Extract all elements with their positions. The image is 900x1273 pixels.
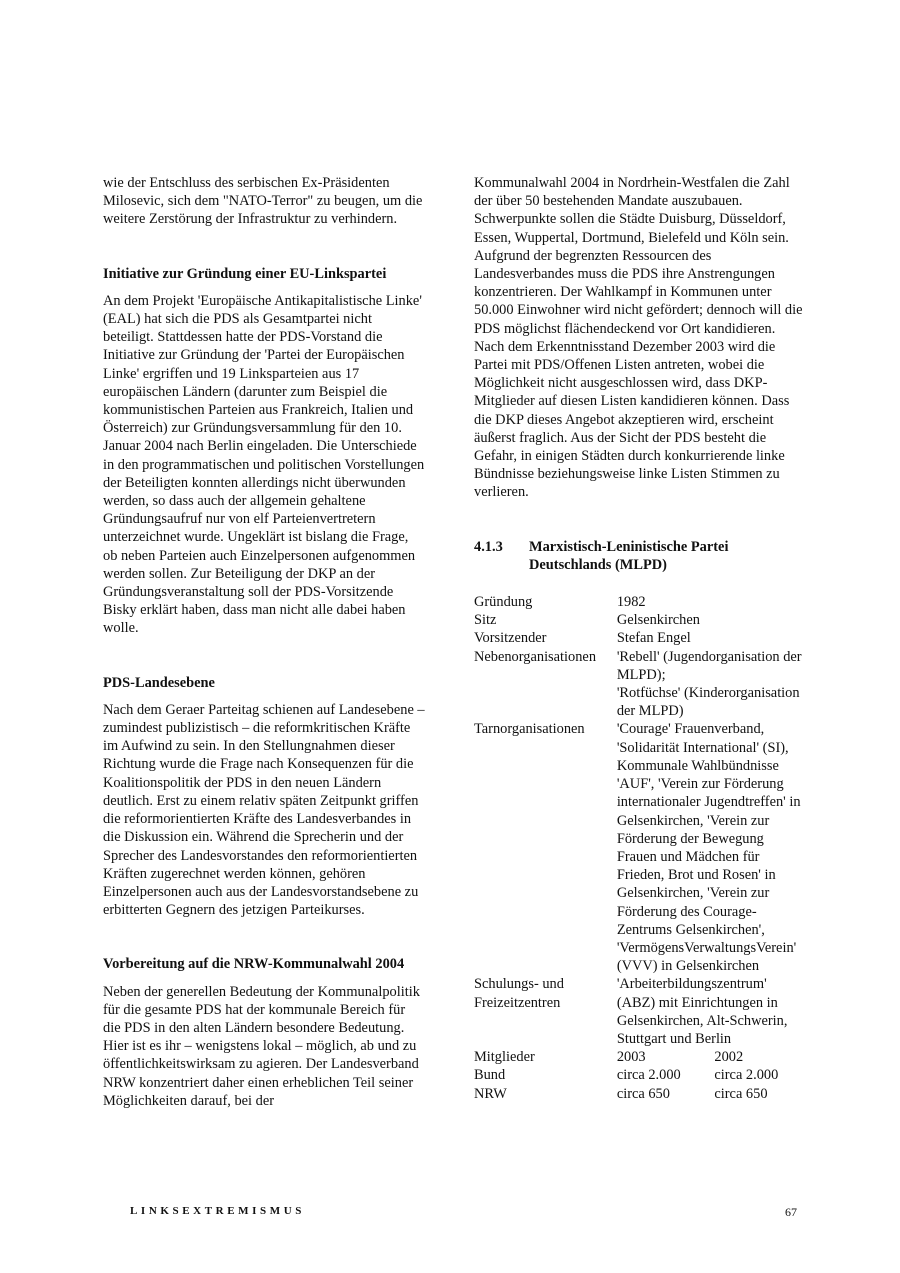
paragraph-intro: wie der Entschluss des serbischen Ex-Präsidenten Milosevic, sich dem "NATO-Terror" zu beugen, um die weitere Zerstörung der Infrastruktur zu verhindern. [103, 175, 423, 228]
heading-pds-landesebene: PDS-Landesebene [103, 674, 215, 691]
member-count: circa 650 [714, 1085, 768, 1102]
info-value-line: 'Rebell' (Jugendorganisation der MLPD); [616, 648, 802, 683]
page-number: 67 [785, 1205, 797, 1219]
section-number: 4.1.3 [474, 538, 503, 555]
info-row-sitz [474, 611, 804, 629]
info-value: Gelsenkirchen [616, 612, 700, 629]
party-info-table [474, 593, 804, 1103]
heading-nrw-kommunalwahl: Vorbereitung auf die NRW-Kommunalwahl 2004 [103, 956, 405, 973]
info-row-schulungszentren [474, 975, 804, 1048]
member-count: circa 2.000 [714, 1067, 779, 1084]
running-title: LINKSEXTREMISMUS [130, 1205, 305, 1217]
paragraph-pds-landesebene: Nach dem Geraer Parteitag schienen auf Landesebene – zumindest publizistisch – die reformkritischen Kräfte im Aufwind zu sein. In den Stellungnahmen dieser Richtung wurde die Frage nach Konsequenzen für die Koalitionspolitik der PDS in den neuen Ländern deutlich. Erst zu einem relativ späten Zeitpunkt griffen die reformorientierten Kräfte des Landesverbandes in die Diskussion ein. Während die Sprecherin und der Sprecher des Landesvorstandes den reformorientierten Kräften zugerechnet werden können, gehören Einzelpersonen auch aus der Landesvorstandsebene zu erbitterten Gegnern des jetzigen Parteikurses. [103, 701, 425, 919]
section-title: Marxistisch-Leninistische Partei Deutschlands (MLPD) [529, 538, 729, 573]
info-row-mitglieder [474, 1048, 804, 1066]
info-label: Gründung [474, 594, 533, 611]
info-value: Stefan Engel [616, 630, 691, 647]
info-label: Sitz [474, 612, 497, 629]
info-value: 'Arbeiterbildungszentrum' (ABZ) mit Einrichtungen in Gelsenkirchen, Alt-Schwerin, Stuttgart und Berlin [616, 976, 788, 1047]
info-label: NRW [474, 1085, 507, 1102]
info-value: 1982 [616, 594, 646, 611]
paragraph-eu-linkspartei: An dem Projekt 'Europäische Antikapitalistische Linke' (EAL) hat sich die PDS als Gesamtpartei nicht beteiligt. Stattdessen hatte der PDS-Vorstand die Initiative zur Gründung der 'Partei der Europäischen Linke' ergriffen und 19 Linksparteien aus 17 europäischen Ländern (darunter zum Beispiel die kommunistischen Parteien aus Frankreich, Italien und Österreich) zur Gründungsversammlung für den 10. Januar 2004 nach Berlin eingeladen. Die Unterschiede in den programmatischen und politischen Vorstellungen der Beteiligten konnten allerdings nicht überwunden werden, so dass auch der allgemein gehaltene Gründungsaufruf nur von elf Parteienvertretern unterzeichnet wurde. Ungeklärt ist bislang die Frage, ob neben Parteien auch Einzelpersonen aufgenommen werden sollen. Zur Beteiligung der DKP an der Gründungsveranstaltung soll der PDS-Vorsitzende Bisky erklärt haben, dass man nicht alle dabei haben wolle. [103, 292, 425, 637]
left-column [103, 174, 425, 1110]
member-count: circa 2.000 [616, 1067, 681, 1084]
paragraph-nrw-kommunalwahl: Neben der generellen Bedeutung der Kommunalpolitik für die gesamte PDS hat der kommunale Bereich für die PDS in den alten Ländern besondere Bedeutung. Hier ist es ihr – wenigstens lokal – möglich, ab und zu öffentlichkeitswirksam zu agieren. Der Landesverband NRW konzentriert daher einen erheblichen Teil seiner Möglichkeiten darauf, bei der [103, 983, 420, 1109]
right-column [474, 174, 804, 1103]
info-value [617, 648, 804, 721]
info-label: Mitglieder [474, 1049, 535, 1066]
info-row-nebenorganisationen [474, 648, 804, 721]
info-label: Bund [474, 1067, 506, 1084]
info-row-bund [474, 1066, 804, 1084]
info-row-tarnorganisationen [474, 720, 804, 975]
paragraph-continuation: Kommunalwahl 2004 in Nordrhein-Westfalen die Zahl der über 50 bestehenden Mandate auszubauen. Schwerpunkte sollen die Städte Duisburg, Düsseldorf, Essen, Wuppertal, Dortmund, Bielefeld und Köln sein. Aufgrund der begrenzten Ressourcen des Landesverbandes muss die PDS ihre Anstrengungen konzentrieren. Der Wahlkampf in Kommunen unter 50.000 Einwohner wird nicht gefördert; dennoch will die PDS möglichst flächendeckend vor Ort kandidieren. Nach dem Erkenntnisstand Dezember 2003 wird die Partei mit PDS/Offenen Listen antreten, wobei die Möglichkeit nicht ausgeschlossen wird, dass DKP-Mitglieder auf diesen Listen kandidieren können. Dass die DKP dieses Angebot akzeptieren wird, erscheint äußerst fraglich. Aus der Sicht der PDS besteht die Gefahr, in einigen Städten durch konkurrierende linke Bündnisse beziehungsweise linke Listen Stimmen zu verlieren. [474, 175, 803, 501]
member-count: circa 650 [616, 1085, 670, 1102]
info-row-gruendung [474, 593, 804, 611]
info-label: Nebenorganisationen [474, 648, 597, 665]
section-heading [474, 538, 804, 574]
year-header: 2003 [616, 1049, 646, 1066]
info-value-line: 'Rotfüchse' (Kinderorganisation der MLPD) [616, 685, 800, 720]
info-label: Schulungs- und Freizeitzentren [474, 976, 564, 1011]
info-value: 'Courage' Frauenverband, 'Solidarität International' (SI), Kommunale Wahlbündnisse 'AUF', 'Verein zur Förderung internationaler Jugendtreffen' in Gelsenkirchen, 'Verein zur Förderung der Bewegung Frauen und Mädchen für Frieden, Brot und Rosen' in Gelsenkirchen, 'Verein zur Förderung des Courage-Zentrums Gelsenkirchen', 'VermögensVerwaltungsVerein' (VVV) in Gelsenkirchen [616, 721, 801, 975]
info-row-vorsitzender [474, 629, 804, 647]
info-row-nrw [474, 1085, 804, 1103]
heading-eu-linkspartei: Initiative zur Gründung einer EU-Linkspartei [103, 265, 387, 282]
info-label: Vorsitzender [474, 630, 547, 647]
info-label: Tarnorganisationen [474, 721, 585, 738]
year-header: 2002 [714, 1049, 744, 1066]
